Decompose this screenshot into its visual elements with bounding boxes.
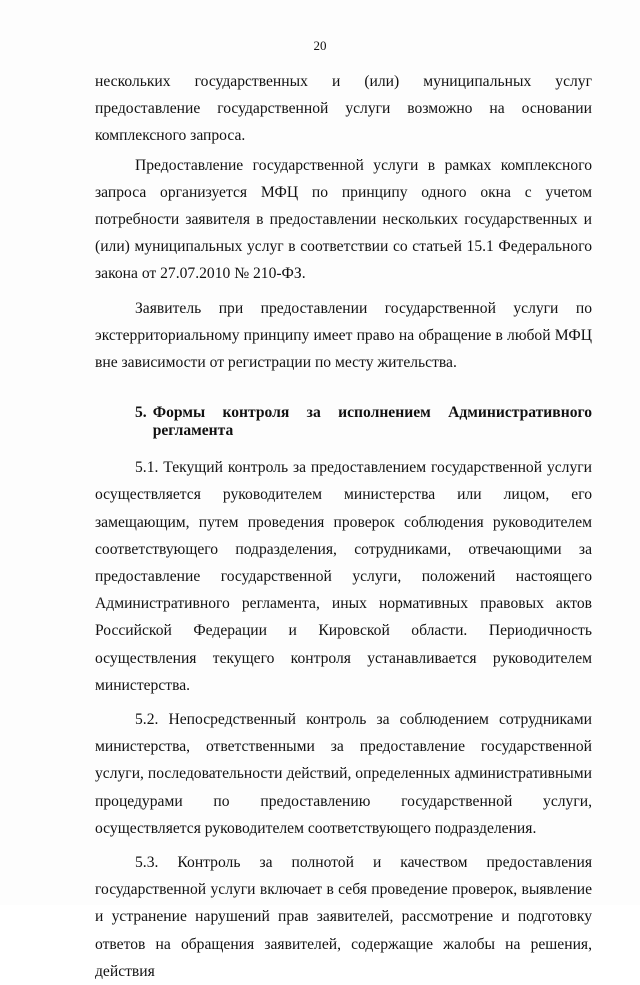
paragraph-complex-request-basis: нескольких государственных и (или) муниципальных услуг предоставление государственной услуги возможно на основании комплексного запроса. [95, 73, 592, 145]
clause-5-2: 5.2. Непосредственный контроль за соблюдением сотрудниками министерства, ответственными за предоставление государственной услуги, последовательности действий, определенных административными процедурами по предоставлению государственной услуги, осуществляется руководителем соответствующего подразделения. [95, 711, 592, 837]
section-title: Формы контроля за исполнением Административного регламента [152, 404, 592, 440]
section-number: 5. [135, 404, 147, 422]
clause-5-3: 5.3. Контроль за полнотой и качеством предоставления государственной услуги включает в себя проведение проверок, выявление и устранение нарушений прав заявителей, рассмотрение и подготовку ответов на обращения заявителей, содержащие жалобы на решения, действия [95, 854, 592, 980]
paragraph-complex-request-organization: Предоставление государственной услуги в рамках комплексного запроса организуется МФЦ по принципу одного окна с учетом потребности заявителя в предоставлении нескольких государственных и (или) муниципальных услуг в соответствии со статьей 15.1 Федерального закона от 27.07.2010 № 210-ФЗ. [95, 156, 592, 283]
paragraph-extraterritorial-principle: Заявитель при предоставлении государственной услуги по экстерриториальному принципу имеет право на обращение в любой МФЦ вне зависимости от регистрации по месту жительства. [95, 299, 592, 372]
page-body [95, 68, 592, 985]
clause-5-1: 5.1. Текущий контроль за предоставлением государственной услуги осуществляется руководителем министерства или лицом, его замещающим, путем проведения проверок соблюдения руководителем соответствующего подразделения, сотрудниками, отвечающими за предоставление государственной услуги, положений настоящего Административного регламента, иных нормативных правовых актов Российской Федерации и Кировской области. Периодичность осуществления текущего контроля устанавливается руководителем министерства. [95, 459, 592, 694]
page-number: 20 [313, 38, 327, 53]
section-heading [95, 404, 592, 440]
